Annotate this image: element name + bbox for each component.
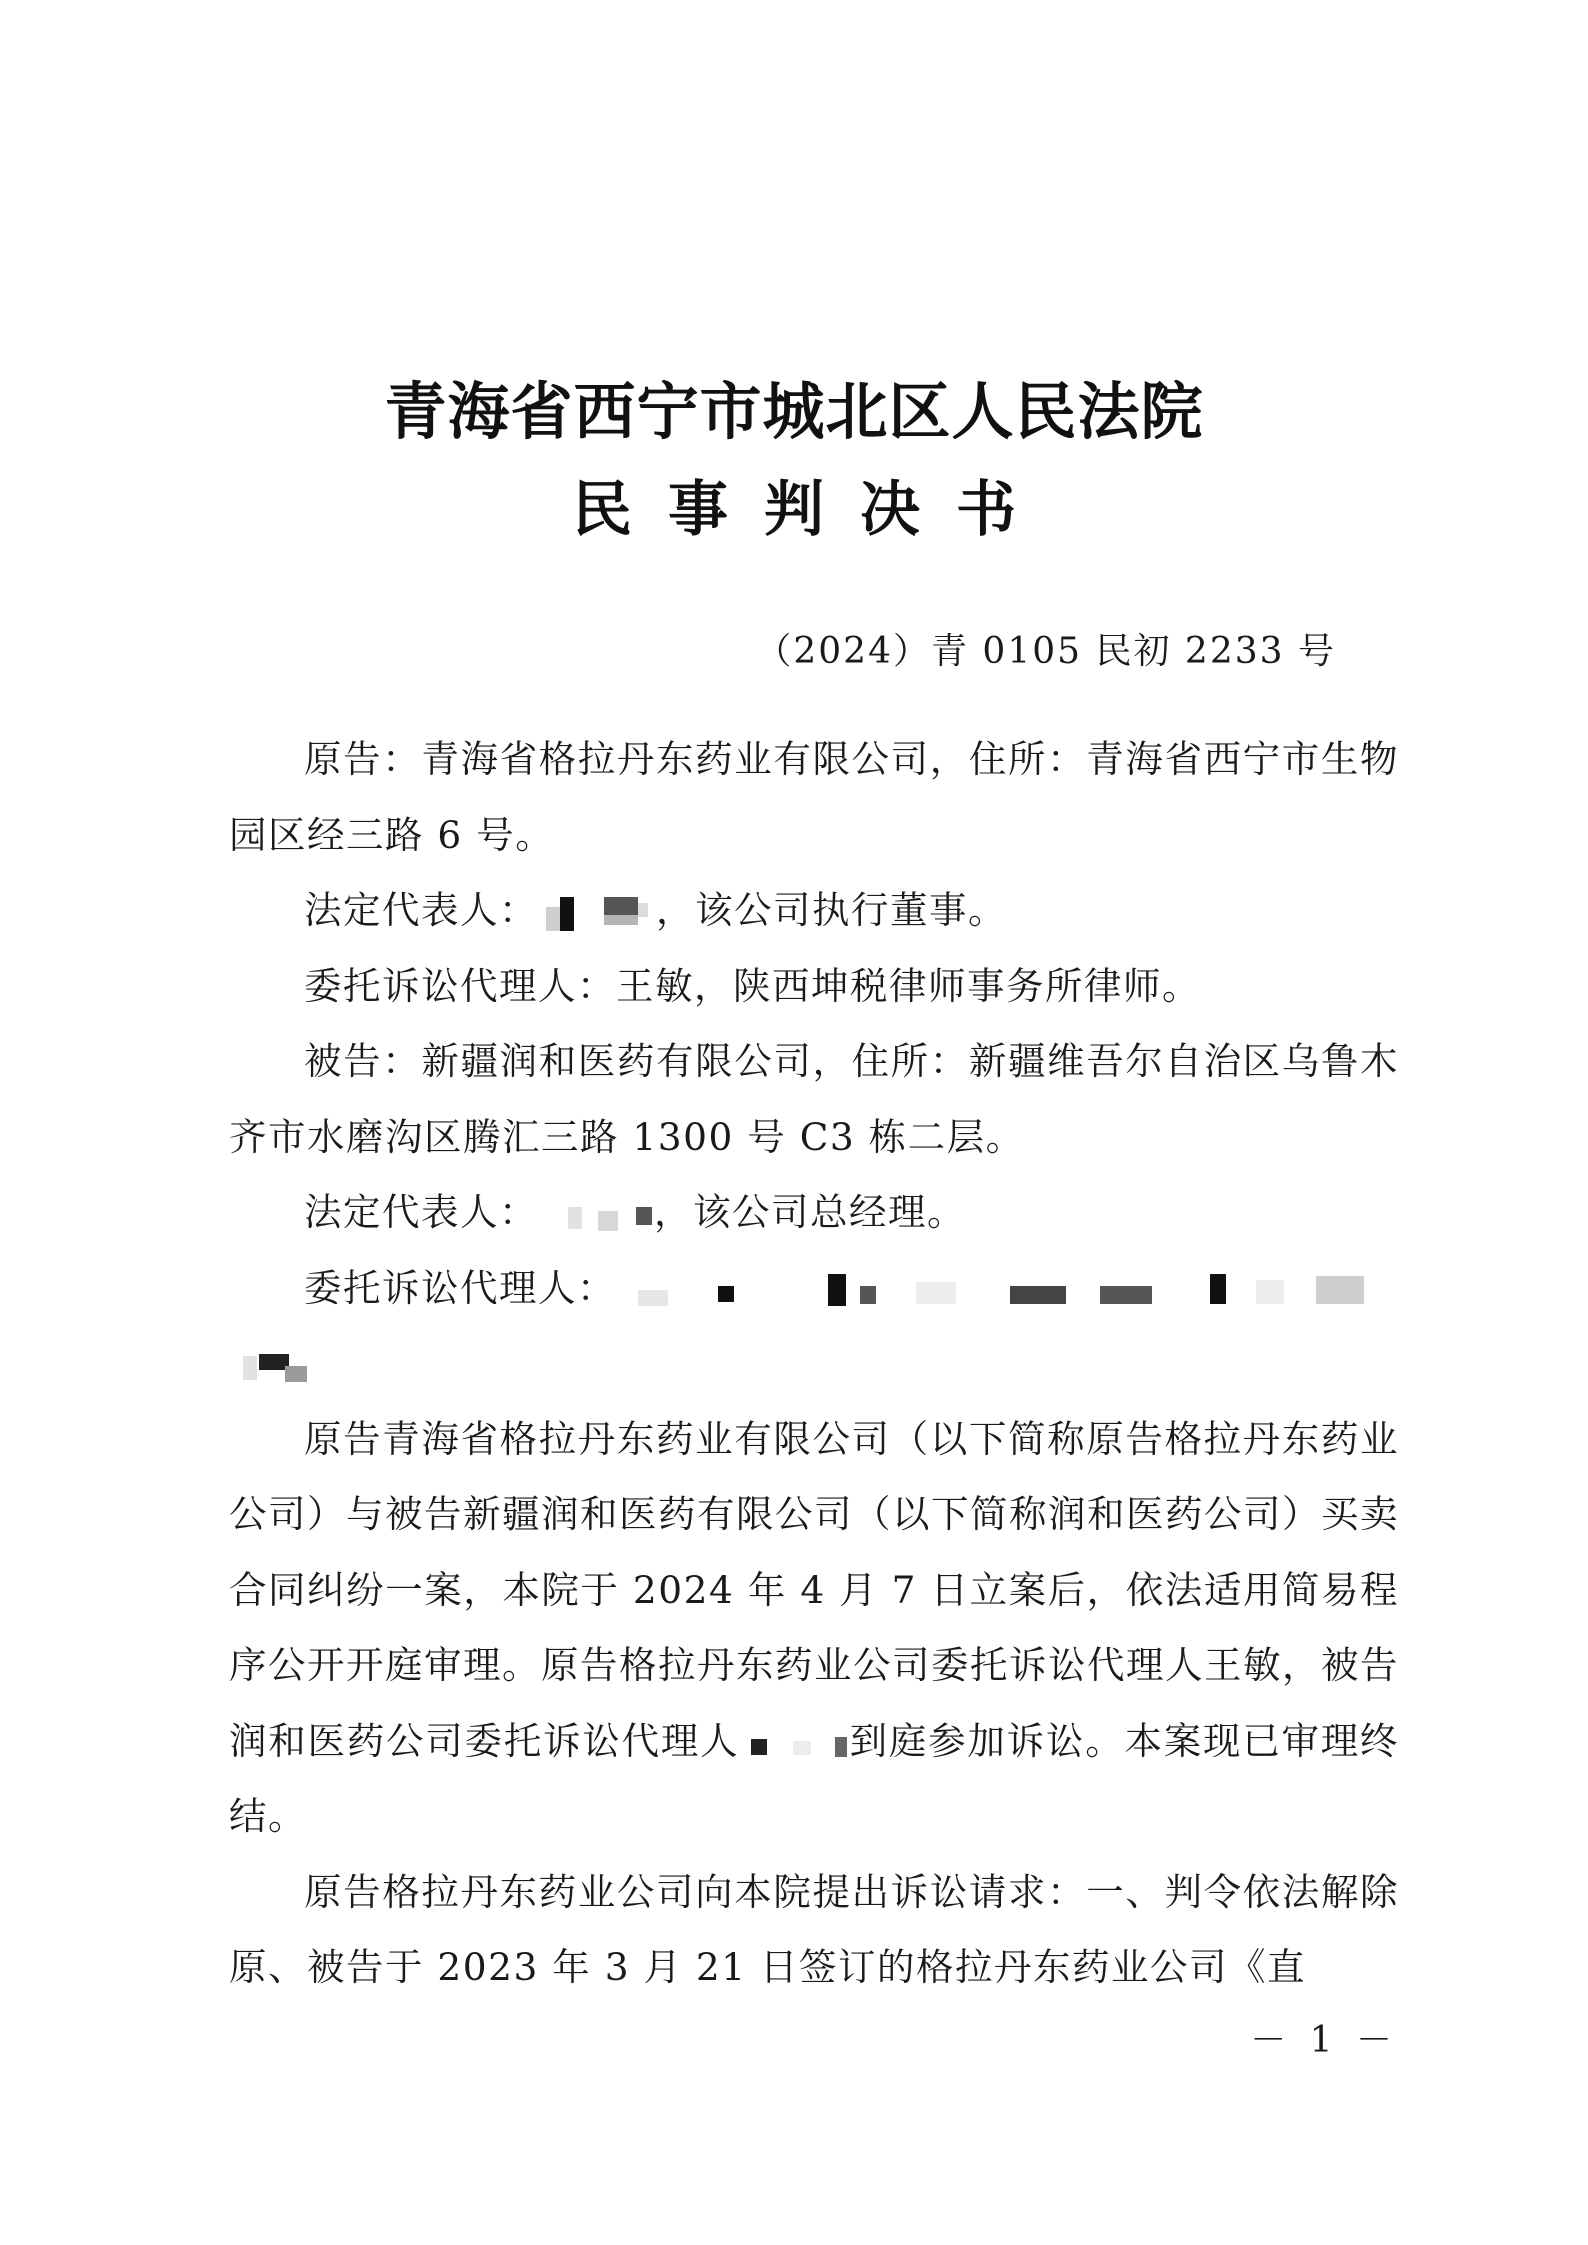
plaintiff-rep-paragraph (229, 873, 1399, 949)
plaintiff-agent-text: 王敏，陕西坤税律师事务所律师。 (616, 963, 1201, 1008)
defendant-agent-paragraph (229, 1251, 1399, 1327)
document-title: 民事判决书 (572, 475, 1052, 545)
defendant-agent-continued (229, 1326, 1399, 1402)
defendant-agent-label: 委托诉讼代理人： (304, 1265, 616, 1310)
plaintiff-paragraph (229, 722, 1399, 873)
claims-paragraph: 原告格拉丹东药业公司向本院提出诉讼请求：一、判令依法解除原、被告于 2023 年 3 月 21 日签订的格拉丹东药业公司《直 (229, 1869, 1399, 1989)
defendant-label: 被告： (304, 1039, 422, 1083)
case-summary-text-b: 到庭参加诉讼。本案现已审理终结。 (229, 1718, 1400, 1838)
redacted-name-block (538, 895, 656, 933)
case-summary-text-a: 原告青海省格拉丹东药业有限公司（以下简称原告格拉丹东药业公司）与被告新疆润和医药有限公司（以下简称润和医药公司）买卖合同纠纷一案，本院于 2024 年 4 月 7 日立案后，依法适用简易程序公开开庭审理。原告格拉丹东药业公司委托诉讼代理人王敏，被告润和医药公司委托诉讼代理人 (229, 1416, 1399, 1763)
redacted-agent-block (616, 1272, 1386, 1310)
case-number: （2024）青 0105 民初 2233 号 (755, 631, 1336, 672)
plaintiff-rep-suffix: ，该公司执行董事。 (656, 888, 1007, 932)
plaintiff-text: 青海省格拉丹东药业有限公司，住所：青海省西宁市生物园区经三路 6 号。 (229, 737, 1400, 857)
court-name: 青海省西宁市城北区人民法院 (384, 375, 1204, 448)
defendant-paragraph (229, 1024, 1399, 1175)
defendant-rep-label: 法定代表人： (304, 1190, 538, 1234)
judgment-body (229, 722, 1399, 2006)
redacted-agent-block-continued (229, 1348, 317, 1386)
plaintiff-rep-label: 法定代表人： (304, 888, 538, 932)
plaintiff-label: 原告： (304, 737, 422, 781)
redacted-agent-name (739, 1725, 849, 1763)
defendant-rep-suffix: ，该公司总经理。 (654, 1190, 966, 1234)
defendant-text: 新疆润和医药有限公司，住所：新疆维吾尔自治区乌鲁木齐市水磨沟区腾汇三路 1300 号 C3 栋二层。 (229, 1039, 1400, 1159)
plaintiff-agent-paragraph (229, 949, 1399, 1025)
defendant-rep-paragraph (229, 1175, 1399, 1251)
redacted-name-block (538, 1197, 654, 1235)
plaintiff-agent-label: 委托诉讼代理人： (304, 963, 616, 1008)
page-number: － 1 － (1250, 2020, 1398, 2061)
case-summary-paragraph (229, 1402, 1399, 1855)
